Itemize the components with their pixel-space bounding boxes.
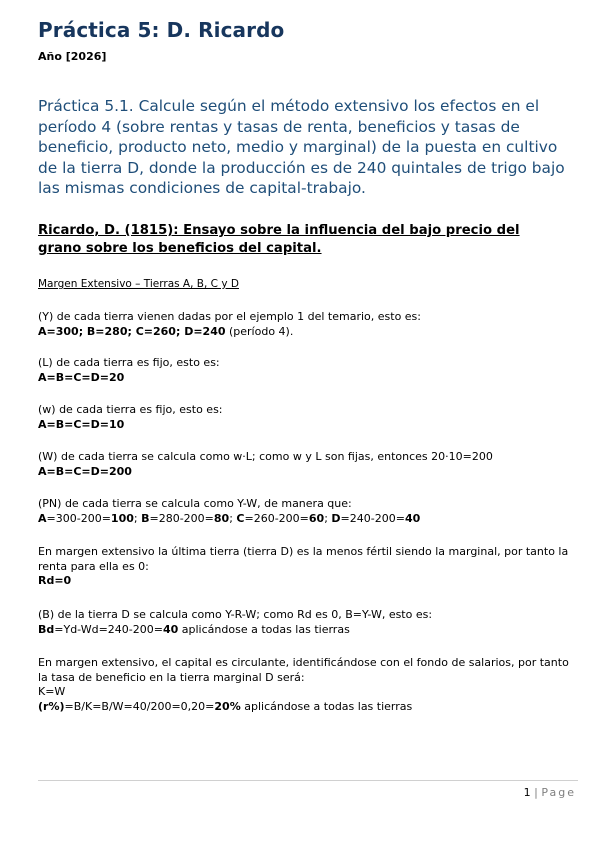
paragraph-y-values	[38, 325, 573, 340]
rate-label: (r%)	[38, 699, 65, 713]
values-bold: A=B=C=D=20	[38, 370, 125, 384]
paragraph-b-values	[38, 623, 573, 638]
reference-heading: Ricardo, D. (1815): Ensayo sobre la influencia del bajo precio del grano sobre los beneficios del capital.	[38, 223, 520, 256]
paragraph-rate	[38, 656, 573, 714]
pn-d-value: 40	[404, 511, 421, 525]
year-label: Año [2026]	[38, 50, 107, 63]
paragraph-rate-kw: K=W	[38, 685, 66, 699]
pn-a-label: A	[38, 511, 47, 525]
paragraph-w-text: (w) de cada tierra es fijo, esto es:	[38, 403, 223, 416]
paragraph-pn-text: (PN) de cada tierra se calcula como Y-W, de manera que:	[38, 497, 352, 510]
subheading: Margen Extensivo – Tierras A, B, C y D	[38, 278, 239, 290]
values-bold: Rd=0	[38, 574, 72, 588]
b-value: 40	[162, 622, 179, 636]
paragraph-l-values	[38, 371, 573, 386]
b-rest: aplicándose a todas las tierras	[178, 622, 350, 636]
pn-c-value: 60	[308, 511, 325, 525]
exercise-statement: Práctica 5.1. Calcule según el método extensivo los efectos en el período 4 (sobre rentas y tasas de renta, beneficios y tasas de beneficio, producto neto, medio y marginal) de la puesta en cultivo de la tierra D, donde la producción es de 240 quintales de trigo bajo las mismas condiciones de capital-trabajo.	[38, 97, 565, 197]
pn-b-value: 80	[213, 511, 230, 525]
pn-b-label: B	[141, 511, 150, 525]
period-note: (período 4).	[225, 324, 294, 338]
paragraph-pn	[38, 497, 573, 526]
pn-c-label: C	[236, 511, 245, 525]
paragraph-rent-text: En margen extensivo la última tierra (tierra D) es la menos fértil siendo la marginal, por tanto la renta para ella es 0:	[38, 545, 569, 573]
pn-sep: ;	[324, 511, 332, 525]
pn-sep: ;	[229, 511, 237, 525]
page-footer	[524, 786, 576, 799]
footer-divider	[38, 780, 578, 781]
pn-a-value: 100	[110, 511, 134, 525]
pn-d-label: D	[331, 511, 341, 525]
paragraph-b-text: (B) de la tierra D se calcula como Y-R-W; como Rd es 0, B=Y-W, esto es:	[38, 608, 433, 621]
paragraph-l-text: (L) de cada tierra es fijo, esto es:	[38, 356, 220, 369]
b-label: Bd	[38, 622, 55, 636]
pn-a-calc: =300-200=	[46, 511, 111, 525]
paragraph-w	[38, 403, 573, 432]
paragraph-rate-text: En margen extensivo, el capital es circulante, identificándose con el fondo de salarios, por tanto la tasa de beneficio en la tierra marginal D será:	[38, 656, 569, 684]
page-label: Page	[541, 786, 576, 799]
b-calc: =Yd-Wd=240-200=	[54, 622, 163, 636]
rate-rest: aplicándose a todas las tierras	[240, 699, 413, 713]
paragraph-W	[38, 450, 573, 479]
paragraph-l	[38, 356, 573, 385]
paragraph-y-text: (Y) de cada tierra vienen dadas por el ejemplo 1 del temario, esto es:	[38, 310, 421, 323]
pn-b-calc: =280-200=	[149, 511, 214, 525]
paragraph-rent-values	[38, 574, 573, 589]
paragraph-y	[38, 310, 573, 339]
rate-value: 20%	[214, 699, 241, 713]
values-bold: A=300; B=280; C=260; D=240	[38, 324, 226, 338]
pn-c-calc: =260-200=	[244, 511, 309, 525]
page-number: 1	[523, 786, 531, 799]
paragraph-w-values	[38, 418, 573, 433]
values-bold: A=B=C=D=200	[38, 464, 132, 478]
footer-separator: |	[530, 786, 542, 799]
pn-d-calc: =240-200=	[340, 511, 405, 525]
values-bold: A=B=C=D=10	[38, 417, 125, 431]
rate-calc: =B/K=B/W=40/200=0,20=	[64, 699, 215, 713]
paragraph-rent	[38, 545, 573, 589]
paragraph-W-text: (W) de cada tierra se calcula como w·L; como w y L son fijas, entonces 20·10=200	[38, 450, 493, 463]
page-title: Práctica 5: D. Ricardo	[38, 18, 285, 42]
paragraph-rate-values	[38, 700, 573, 715]
paragraph-W-values	[38, 465, 573, 480]
paragraph-b	[38, 608, 573, 637]
paragraph-pn-values	[38, 512, 573, 527]
pn-sep: ;	[133, 511, 142, 525]
